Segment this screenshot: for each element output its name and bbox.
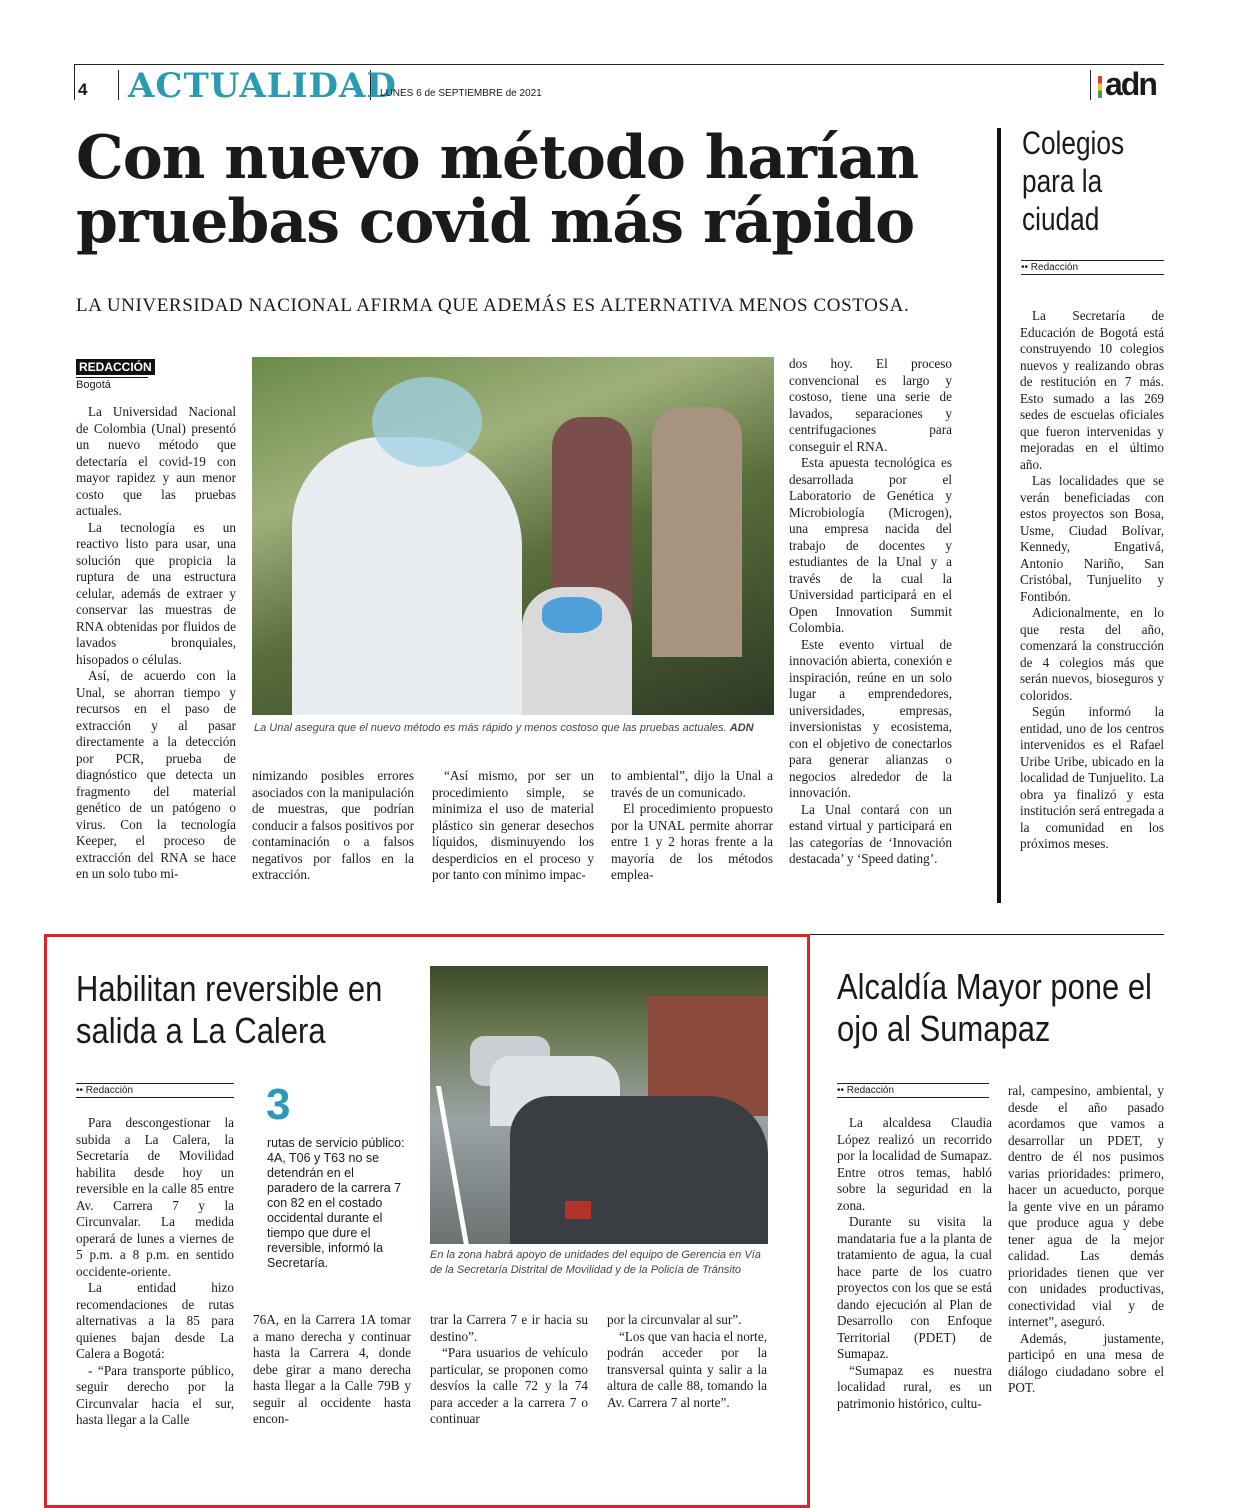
header-divider — [1090, 70, 1091, 100]
calera-column-4: por la circunvalar al sur”. “Los que van hacia el norte, podrán acceder por la transversal quinta y salir a la altura de calle 88, tomando la Av. Carrera 7 al norte”. — [607, 1312, 767, 1410]
calera-headline: Habilitan reversible en salida a La Calera — [76, 968, 383, 1051]
byline-city: Bogotá — [76, 377, 148, 391]
sidebar-body: La Secretaría de Educación de Bogotá está construyendo 10 colegios nuevos y realizando obras de restitución en 7 más. Esto sumado a las 269 sedes de escuelas oficiales que fueron intervenidas y mejoradas en el último año. Las localidades que se verán beneficiadas con estos proyectos son Bosa, Usme, Ciudad Bolívar, Kennedy, Engativá, Antonio Nariño, San Cristóbal, Tunjuelito y Fontibón. Adicionalmente, en lo que resta del año, comenzará la construcción de 4 colegios más que serán nuevos, bioseguros y coloridos. Según informó la entidad, uno de los centros intervenidos es el Rafael Uribe Uribe, ubicado en la localidad de Tunjuelito. La obra ya finalizó y esta institución será entregada a la comunidad en los próximos meses. — [1020, 308, 1164, 851]
calera-column-3: trar la Carrera 7 e ir hacia su destino”. “Para usuarios de vehículo particular, se proponen como desvíos la calle 72 y la 74 para acceder a la carrera 7 o continuar — [430, 1312, 588, 1426]
main-subheadline: LA UNIVERSIDAD NACIONAL AFIRMA QUE ADEMÁS ES ALTERNATIVA MENOS COSTOSA. — [76, 295, 910, 316]
traffic-photo-caption: En la zona habrá apoyo de unidades del equipo de Gerencia en Vía de la Secretaría Distrital de Movilidad y de la Policía de Tránsito — [430, 1249, 761, 1276]
logo-color-bar-icon — [1098, 76, 1102, 98]
main-column-2: nimizando posibles errores asociados con la manipulación de muestras, que podrían conducir a falsos positivos por contaminación o a falsos negativos por fallos en la extracción. — [252, 768, 414, 882]
stat-text: rutas de servicio público: 4A, T06 y T63 no se detendrán en el paradero de la carrera 7 con 82 en el costado occidental durante el tiempo que dure el reversible, informó la Secretaría. — [267, 1136, 405, 1270]
sumapaz-column-1: La alcaldesa Claudia López realizó un recorrido por la localidad de Sumapaz. Entre otros temas, habló sobre la seguridad en la zona. Durante su visita la mandataria fue a la planta de tratamiento de agua, la cual hace parte de los cuatro proyectos con los que se está dando ejecución al Plan de Desarrollo con Enfoque Territorial (PDET) de Sumapaz. “Sumapaz es nuestra localidad rural, es un patrimonio histórico, cultu- — [837, 1115, 992, 1411]
header-divider — [118, 70, 119, 100]
calera-column-2: 76A, en la Carrera 1A tomar a mano derecha y continuar hasta la Carrera 4, donde debe girar a mano derecha hasta llegar a la Calle 79B y seguir al occidente hasta encon- — [253, 1312, 411, 1426]
sidebar-rule — [997, 128, 1001, 903]
sumapaz-column-2: ral, campesino, ambiental, y desde el año pasado acordamos que vamos a desarrollar un PDET, y dentro de él nos pusimos varias prioridades: primero, hacer un acueducto, porque la gente vive en un páramo que produce agua y debe tener agua de la mejor calidad. Las demás prioridades tienen que ver con unidades productivas, conectividad vial y de internet”, aseguró. Además, justamente, participó en una mesa de diálogo ciudadano sobre el POT. — [1008, 1083, 1164, 1395]
page-number: 4 — [78, 80, 88, 99]
covid-test-photo — [252, 357, 774, 715]
main-headline: Con nuevo método harían pruebas covid más rápido — [76, 123, 919, 257]
calera-column-1: Para descongestionar la subida a La Calera, la Secretaría de Movilidad habilita desde hoy un reversible en la calle 85 entre Av. Carrera 7 y la Circunvalar. La medida operará de lunes a viernes de 5 p.m. a 8 p.m. en sentido occidente-oriente. La entidad hizo recomendaciones de rutas alternativas a la 85 para quienes bajan desde La Calera a Bogotá: - “Para transporte público, seguir derecho por la Circunvalar hacia el sur, hasta llegar a la Calle — [76, 1115, 234, 1427]
stat-number: 3 — [266, 1080, 291, 1129]
adn-logo: adn — [1098, 66, 1156, 103]
main-byline — [76, 356, 155, 391]
byline-tag: REDACCIÓN — [76, 359, 155, 375]
sidebar-byline: •• Redacción — [1021, 260, 1164, 275]
issue-date: LUNES 6 de SEPTIEMBRE de 2021 — [380, 88, 542, 99]
header-divider — [74, 64, 75, 100]
calera-byline: •• Redacción — [76, 1083, 234, 1098]
main-column-5: dos hoy. El proceso convencional es largo y costoso, tiene una serie de lavados, separaciones y centrifugaciones para conseguir el RNA. Esta apuesta tecnológica es desarrollada por el Laboratorio de Genética y Microbiología (Microgen), una empresa nacida del trabajo de docentes y estudiantes de la Unal y a través de la cual la Universidad participará en el Open Innovation Summit Colombia. Este evento virtual de innovación abierta, conexión e inspiración, reúne en un solo lugar a emprendedores, universidades, empresas, inversionistas y ecosistema, con el objetivo de conectarlos para generar alianzas o negocios alrededor de la innovación. La Unal contará con un estand virtual y participará en las categorías de ‘Innovación destacada’ y ‘Speed dating’. — [789, 356, 952, 866]
sidebar-title: Colegios para la ciudad — [1022, 125, 1125, 237]
section-title: ACTUALIDAD — [128, 66, 397, 106]
sumapaz-headline: Alcaldía Mayor pone el ojo al Sumapaz — [837, 966, 1152, 1049]
header-rule — [74, 64, 1164, 65]
sumapaz-byline: •• Redacción — [837, 1083, 989, 1098]
main-column-1: La Universidad Nacional de Colombia (Unal) presentó un nuevo método que detectaría el covid-19 con mayor rapidez y aun menor costo que las pruebas actuales. La tecnología es un reactivo listo para usar, una solución que propicia la ruptura de una estructura celular, además de extraer y conservar las muestras de RNA obtenidas por fluidos de lavados bronquiales, hisopados o células. Así, de acuerdo con la Unal, se ahorran tiempo y recursos en el paso de extracción y al pasar directamente a la detección por PCR, prueba de diagnóstico que detecta un fragmento del material genético de un patógeno o virus. Con la tecnología Keeper, el proceso de extracción del RNA se hace en un solo tubo mi- — [76, 404, 236, 881]
traffic-photo — [430, 966, 768, 1244]
photo-caption: La Unal asegura que el nuevo método es más rápido y menos costoso que las pruebas actuales. ADN — [254, 722, 754, 734]
main-column-3: “Así mismo, por ser un procedimiento simple, se minimiza el uso de material plástico sin generar desechos líquidos, disminuyendo los desperdicios en el proceso y por tanto con mínimo impac- — [432, 768, 594, 882]
main-column-4: to ambiental”, dijo la Unal a través de un comunicado. El procedimiento propuesto por la UNAL permite ahorrar entre 1 y 2 horas frente a la mayoría de los métodos emplea- — [611, 768, 773, 882]
